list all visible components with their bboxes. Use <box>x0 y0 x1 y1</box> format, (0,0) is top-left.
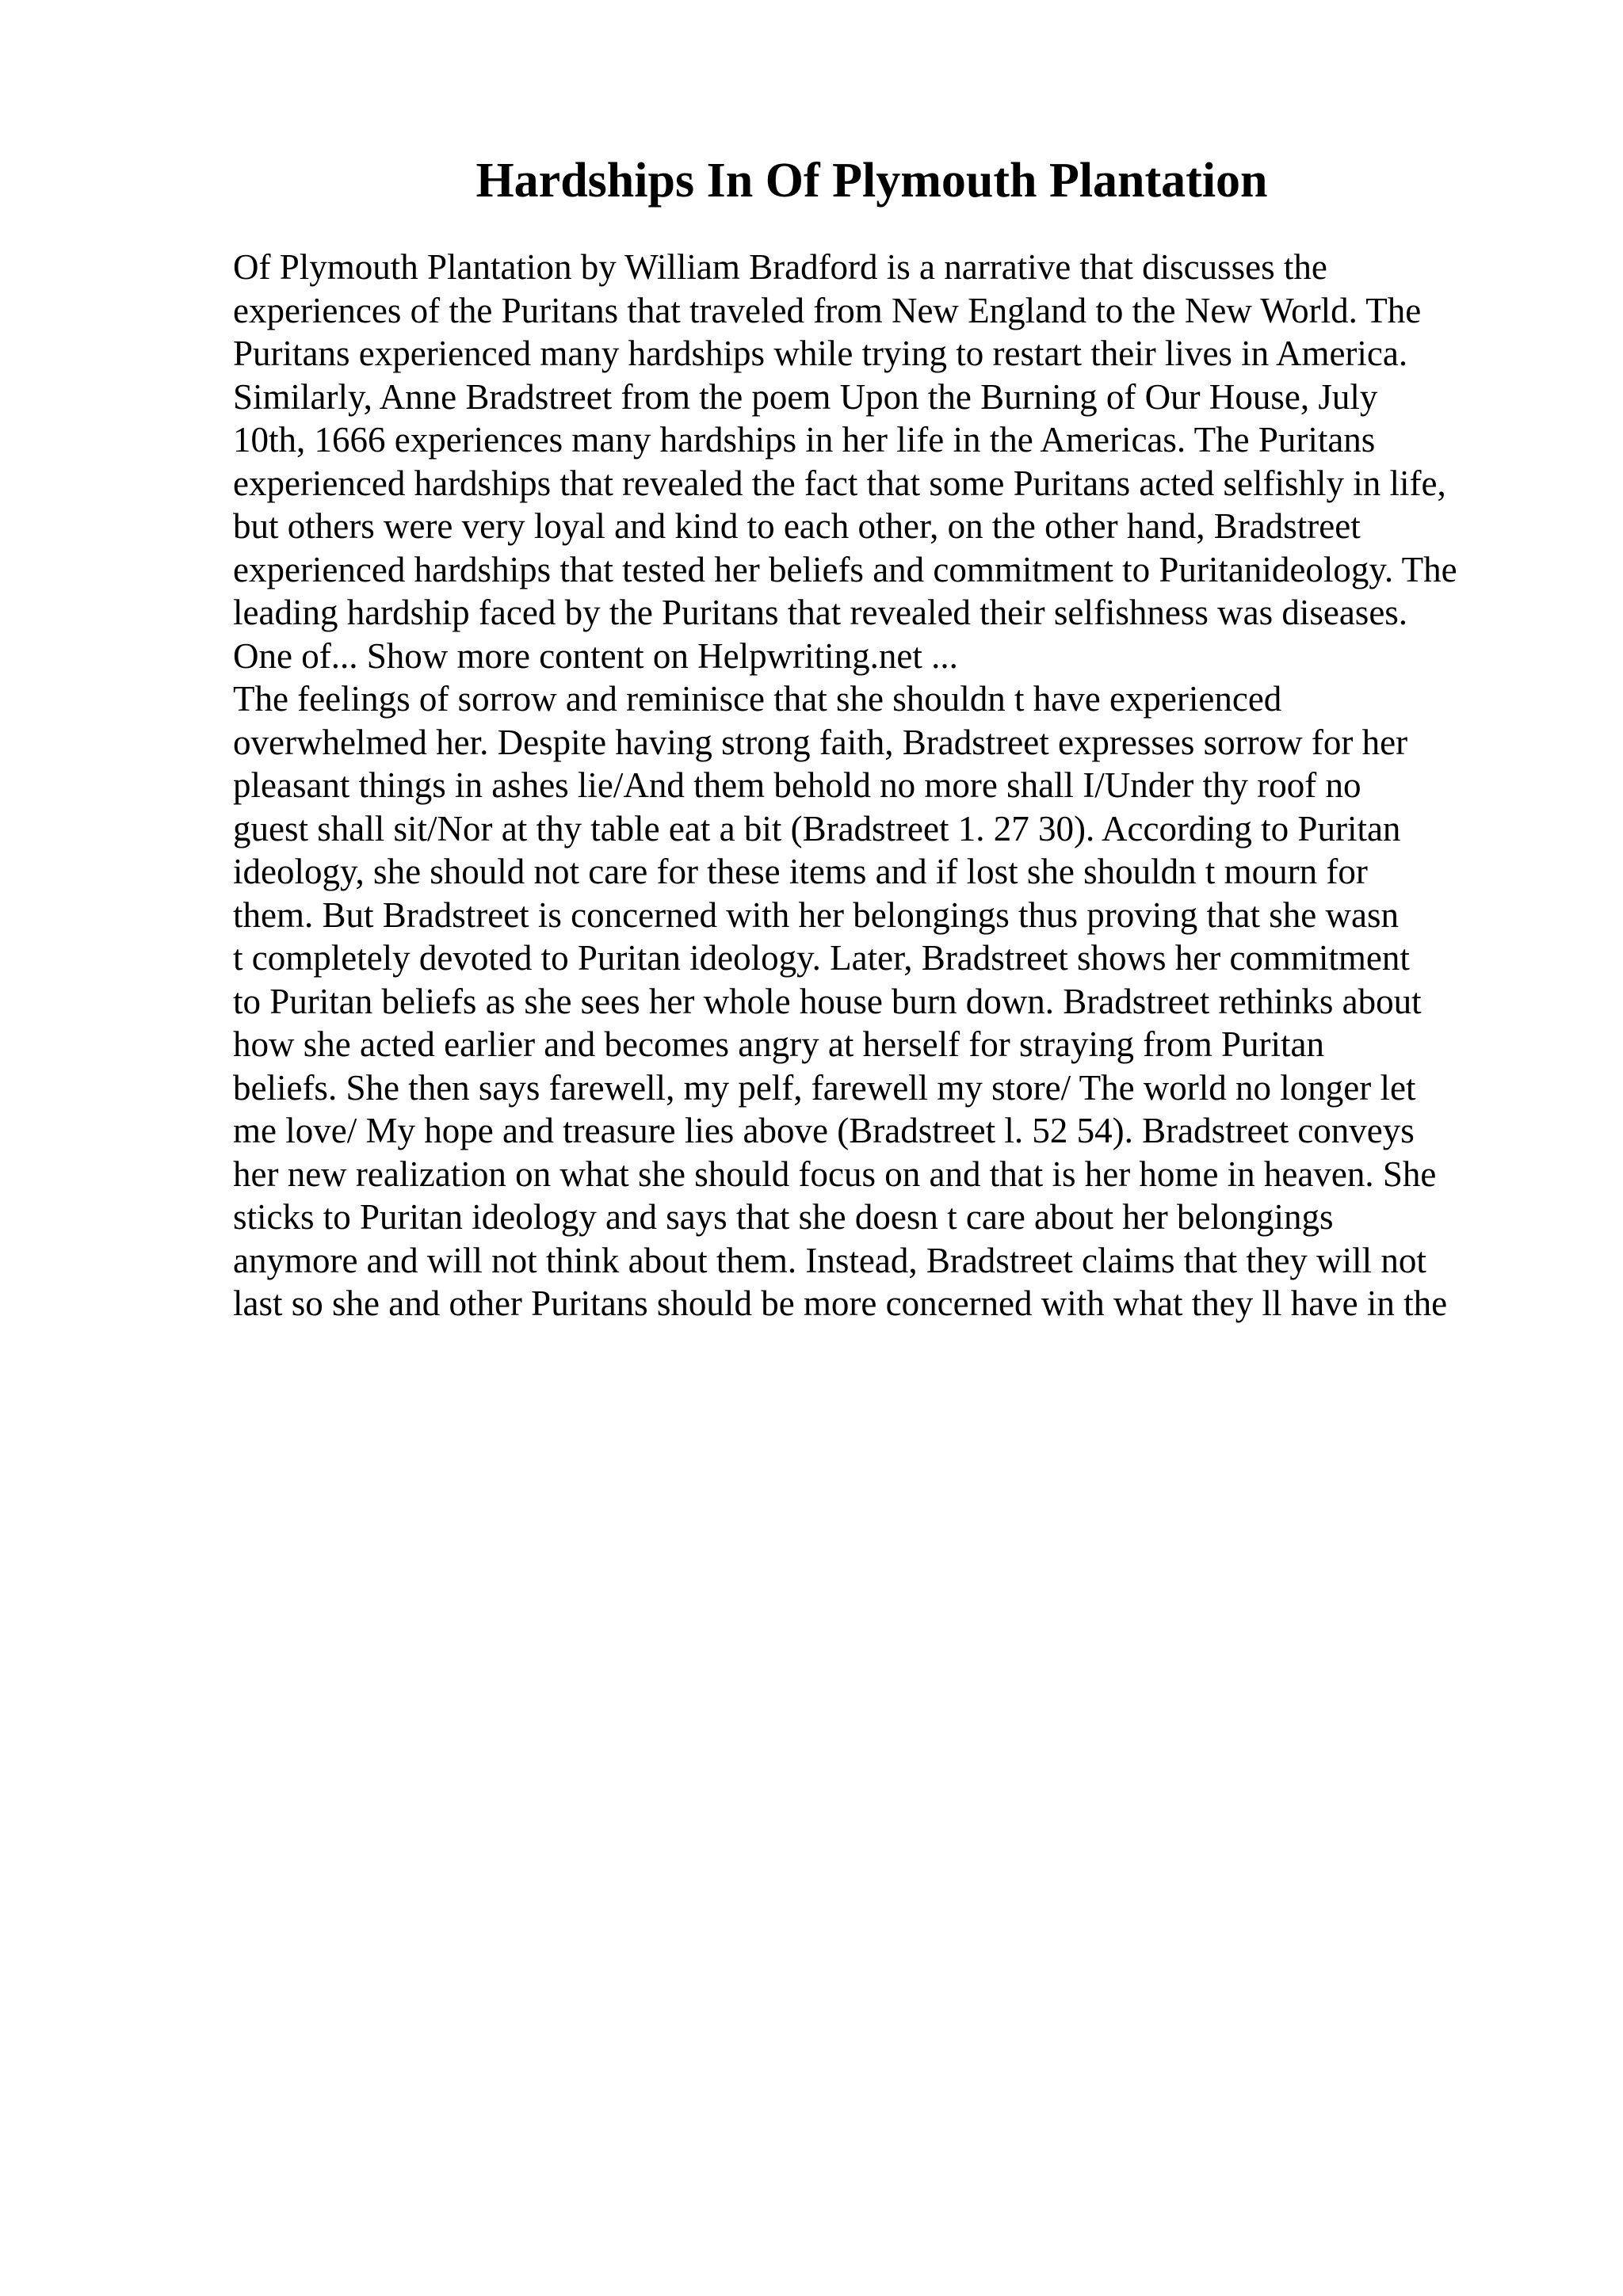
body-line: t completely devoted to Puritan ideology. Later, Bradstreet shows her commitment <box>233 938 1410 978</box>
body-line: me love/ My hope and treasure lies above (Bradstreet l. 52 54). Bradstreet conveys <box>233 1111 1415 1150</box>
document-body <box>233 246 1580 1325</box>
body-line: anymore and will not think about them. Instead, Bradstreet claims that they will not <box>233 1240 1426 1280</box>
body-line: The feelings of sorrow and reminisce that she shouldn t have experienced <box>233 679 1282 719</box>
body-line: last so she and other Puritans should be more concerned with what they ll have in the <box>233 1283 1448 1323</box>
body-line: Puritans experienced many hardships while trying to restart their lives in America. <box>233 334 1408 373</box>
body-line: but others were very loyal and kind to each other, on the other hand, Bradstreet <box>233 506 1361 546</box>
body-line: experienced hardships that tested her beliefs and commitment to Puritanideology. The <box>233 549 1457 589</box>
body-line: beliefs. She then says farewell, my pelf, farewell my store/ The world no longer let <box>233 1067 1416 1108</box>
body-line: leading hardship faced by the Puritans that revealed their selfishness was diseases. <box>233 593 1408 632</box>
body-line: them. But Bradstreet is concerned with her belongings thus proving that she wasn <box>233 894 1399 935</box>
body-line: to Puritan beliefs as she sees her whole house burn down. Bradstreet rethinks about <box>233 981 1422 1021</box>
body-line: 10th, 1666 experiences many hardships in her life in the Americas. The Puritans <box>233 420 1376 460</box>
body-line: her new realization on what she should focus on and that is her home in heaven. She <box>233 1154 1437 1194</box>
body-line: One of... Show more content on Helpwriting.net ... <box>233 635 958 676</box>
page-title: Hardships In Of Plymouth Plantation <box>475 154 1268 208</box>
body-line: overwhelmed her. Despite having strong faith, Bradstreet expresses sorrow for her <box>233 722 1408 762</box>
body-line: Similarly, Anne Bradstreet from the poem Upon the Burning of Our House, July <box>233 376 1378 417</box>
body-line: guest shall sit/Nor at thy table eat a bit (Bradstreet 1. 27 30). According to Puritan <box>233 808 1401 849</box>
body-line: Of Plymouth Plantation by William Bradford is a narrative that discusses the <box>233 247 1327 287</box>
body-line: ideology, she should not care for these items and if lost she shouldn t mourn for <box>233 852 1368 891</box>
body-line: pleasant things in ashes lie/And them behold no more shall I/Under thy roof no <box>233 765 1361 805</box>
body-line: sticks to Puritan ideology and says that she doesn t care about her belongings <box>233 1197 1334 1237</box>
body-line: how she acted earlier and becomes angry at herself for straying from Puritan <box>233 1024 1324 1064</box>
body-line: experienced hardships that revealed the fact that some Puritans acted selfishly in life, <box>233 463 1446 503</box>
body-line: experiences of the Puritans that traveled from New England to the New World. The <box>233 290 1422 330</box>
